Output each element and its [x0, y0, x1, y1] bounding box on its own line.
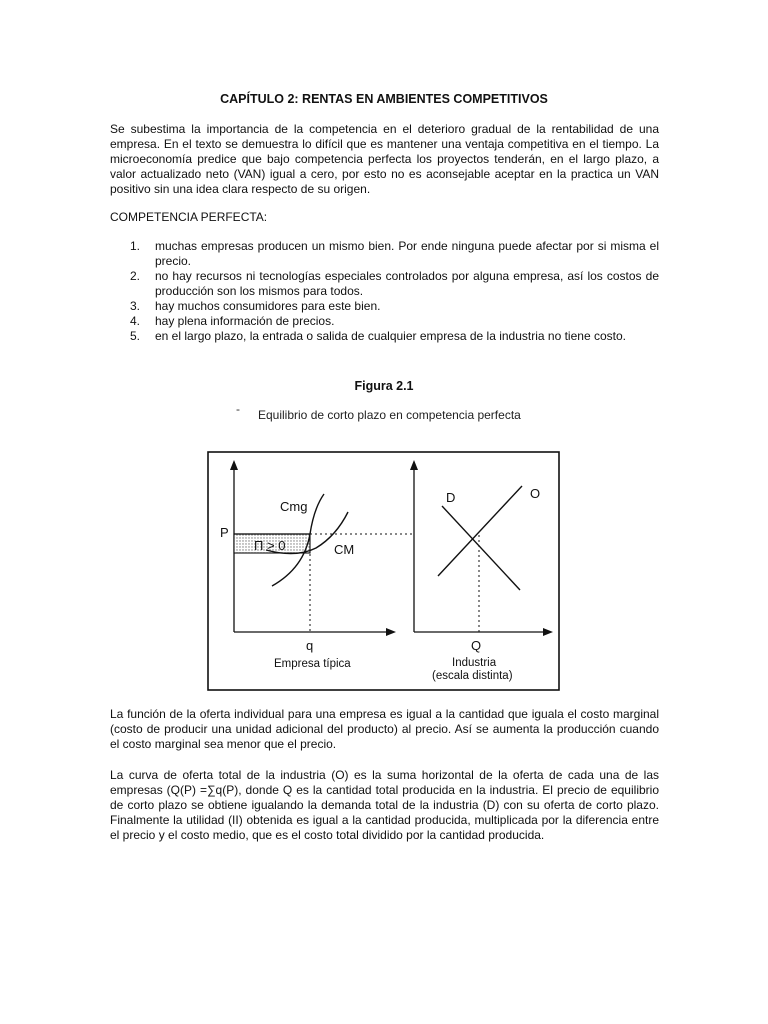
Q-label: Q: [471, 638, 482, 653]
figure-label: Figura 2.1: [354, 379, 414, 393]
conditions-list: [110, 239, 659, 344]
list-item: 1. muchas empresas producen un mismo bien. Por ende ninguna puede afectar por si misma el precio.: [130, 239, 659, 268]
right-caption-line2: (escala distinta): [432, 670, 513, 682]
right-x-arrow-icon: [543, 628, 553, 636]
figure-dash: -: [236, 402, 240, 416]
demand-curve: [442, 506, 520, 590]
d-label: D: [446, 490, 456, 505]
list-item: 4. hay plena información de precios.: [130, 314, 335, 328]
equilibrium-figure: [206, 450, 562, 694]
industry-paragraph: La curva de oferta total de la industria (O) es la suma horizontal de la oferta de cada una de las empresas (Q(P) =∑q(P), donde Q es la cantidad total producida en la industria. El precio de equilibrio de corto plazo se obtiene igualando la demanda total de la industria (D) con su oferta de corto plazo. Finalmente la utilidad (II) obtenida es igual a la cantidad producida, multiplicada por la diferencia entre el precio y el costo medio, que es el costo total dividido por la cantidad producida.: [110, 768, 659, 842]
section-heading: COMPETENCIA PERFECTA:: [110, 210, 268, 224]
right-panel: [410, 460, 553, 682]
left-caption: Empresa típica: [274, 658, 351, 670]
q-label: q: [306, 638, 314, 653]
right-caption-line1: Industria: [452, 657, 497, 669]
right-y-arrow-icon: [410, 460, 418, 470]
list-item: 3. hay muchos consumidores para este bien.: [130, 299, 381, 313]
o-label: O: [530, 486, 541, 501]
figure-frame: [208, 452, 559, 690]
figure-subtitle: Equilibrio de corto plazo en competencia perfecta: [258, 408, 521, 422]
list-item: 5. en el largo plazo, la entrada o salida de cualquier empresa de la industria no tiene costo.: [130, 329, 626, 343]
price-label: P: [220, 525, 229, 540]
list-item: 2. no hay recursos ni tecnologías especiales controlados por alguna empresa, así los costos de producción son los mismos para todos.: [130, 269, 659, 298]
left-y-arrow-icon: [230, 460, 238, 470]
left-panel: [220, 460, 414, 670]
cm-label: CM: [334, 542, 355, 557]
chapter-title: CAPÍTULO 2: RENTAS EN AMBIENTES COMPETITIVOS: [220, 92, 548, 106]
cmg-label: Cmg: [280, 499, 308, 514]
left-x-arrow-icon: [386, 628, 396, 636]
supply-paragraph: La función de la oferta individual para una empresa es igual a la cantidad que iguala el costo marginal (costo de producir una unidad adicional del producto) al precio. Así se aumenta la producción cuando el costo marginal sea menor que el precio.: [110, 707, 659, 751]
intro-paragraph: Se subestima la importancia de la competencia en el deterioro gradual de la rentabilidad de una empresa. En el texto se demuestra lo difícil que es mantener una ventaja competitiva en el tiempo. La microeconomía predice que bajo competencia perfecta los proyectos tenderán, en el largo plazo, a valor actualizado neto (VAN) igual a cero, por esto no es aconsejable aceptar en la practica un VAN positivo sin una idea clara respecto de su origen.: [110, 122, 659, 196]
profit-label: Π > 0: [254, 538, 286, 553]
